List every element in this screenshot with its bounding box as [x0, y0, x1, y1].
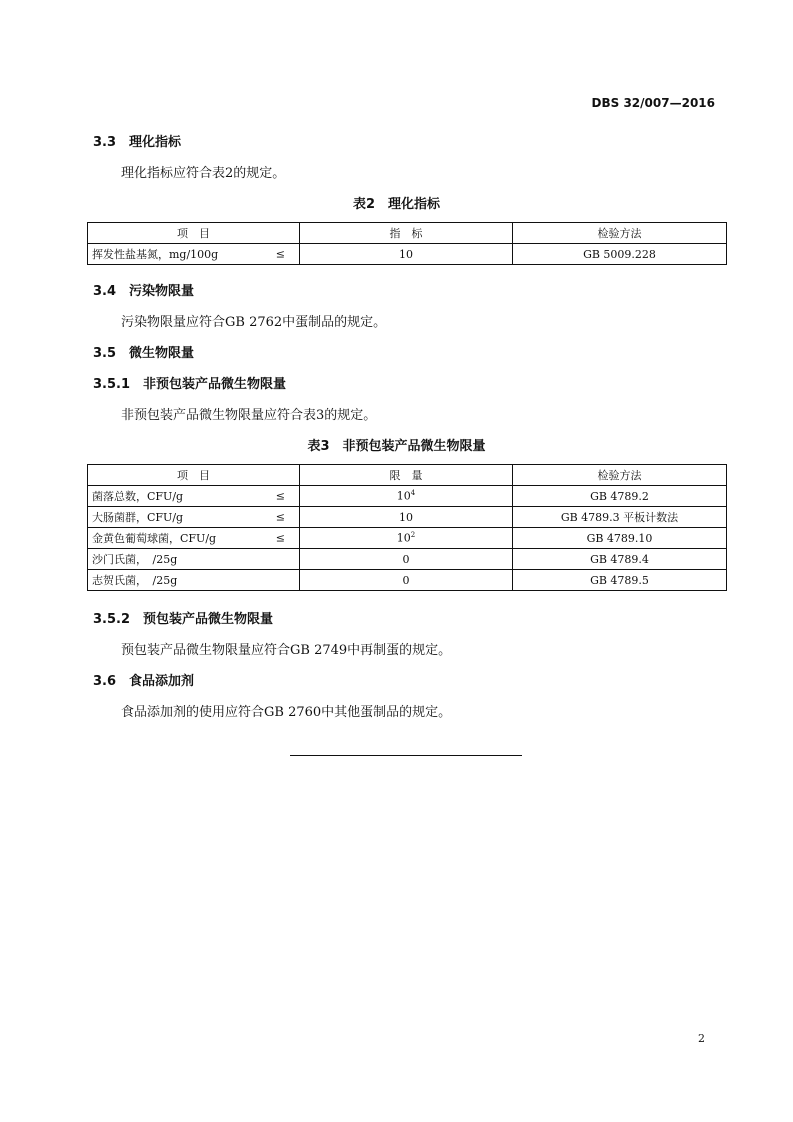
item-cell: [88, 570, 300, 591]
value-base: 10: [396, 531, 411, 545]
section-title: 污染物限量: [129, 284, 195, 299]
item-label: 挥发性盐基氮，mg/100g: [92, 248, 219, 261]
section-3-5-heading: [93, 342, 194, 361]
le-sign: ≤: [275, 247, 285, 261]
table-header-row: [88, 223, 727, 244]
table-row: [88, 570, 727, 591]
column-header: 指 标: [300, 223, 513, 244]
section-title: 非预包装产品微生物限量: [143, 377, 287, 392]
value-cell: 0: [300, 570, 513, 591]
item-label: 沙门氏菌， /25g: [92, 553, 178, 566]
item-cell: [88, 507, 300, 528]
document-code: DBS 32/007—2016: [591, 96, 715, 110]
section-3-4-text: 污染物限量应符合GB 2762中蛋制品的规定。: [121, 315, 387, 330]
section-title: 食品添加剂: [129, 674, 195, 689]
section-title: 理化指标: [129, 135, 182, 150]
value-exponent: 4: [410, 489, 416, 498]
table-row: [88, 549, 727, 570]
value-cell: 10: [300, 244, 513, 265]
value-cell: 10: [300, 507, 513, 528]
value-cell: 0: [300, 549, 513, 570]
item-cell: [88, 549, 300, 570]
method-cell: GB 4789.2: [513, 486, 727, 507]
table-row: [88, 244, 727, 265]
section-number: 3.3: [93, 135, 117, 150]
section-number: 3.5: [93, 346, 117, 361]
method-cell: GB 4789.10: [513, 528, 727, 549]
section-number: 3.5.1: [93, 377, 131, 392]
section-3-3-heading: [93, 131, 181, 150]
section-number: 3.5.2: [93, 612, 131, 627]
table3-caption: 表3 非预包装产品微生物限量: [307, 439, 486, 454]
table3: [87, 464, 727, 591]
section-3-5-2-text: 预包装产品微生物限量应符合GB 2749中再制蛋的规定。: [121, 643, 452, 658]
le-sign: ≤: [275, 531, 285, 545]
item-cell: [88, 528, 300, 549]
table-header-row: [88, 465, 727, 486]
le-sign: ≤: [275, 510, 285, 524]
item-cell: [88, 244, 300, 265]
item-label: 金黄色葡萄球菌，CFU/g: [92, 532, 217, 545]
item-cell: [88, 486, 300, 507]
value-cell: [300, 486, 513, 507]
end-rule: [290, 755, 522, 756]
item-label: 志贺氏菌， /25g: [92, 574, 178, 587]
section-3-5-1-text: 非预包装产品微生物限量应符合表3的规定。: [121, 408, 377, 423]
section-3-6-text: 食品添加剂的使用应符合GB 2760中其他蛋制品的规定。: [121, 705, 452, 720]
section-number: 3.4: [93, 284, 117, 299]
method-cell: GB 5009.228: [513, 244, 727, 265]
column-header: 项 目: [88, 465, 300, 486]
column-header: 限 量: [300, 465, 513, 486]
table2: [87, 222, 727, 265]
section-title: 微生物限量: [129, 346, 195, 361]
le-sign: ≤: [275, 489, 285, 503]
method-cell: GB 4789.4: [513, 549, 727, 570]
page-number: 2: [698, 1032, 705, 1045]
item-label: 菌落总数，CFU/g: [92, 490, 184, 503]
section-title: 预包装产品微生物限量: [143, 612, 274, 627]
section-number: 3.6: [93, 674, 117, 689]
section-3-5-1-heading: [93, 373, 286, 392]
method-cell: GB 4789.3 平板计数法: [513, 507, 727, 528]
value-cell: [300, 528, 513, 549]
table2-caption: 表2 理化指标: [352, 197, 441, 212]
value-exponent: 2: [410, 531, 416, 540]
column-header: 检验方法: [513, 465, 727, 486]
method-cell: GB 4789.5: [513, 570, 727, 591]
section-3-6-heading: [93, 670, 194, 689]
table-row: [88, 507, 727, 528]
column-header: 项 目: [88, 223, 300, 244]
value-base: 10: [396, 489, 411, 503]
table-row: [88, 528, 727, 549]
item-label: 大肠菌群，CFU/g: [92, 511, 184, 524]
section-3-4-heading: [93, 280, 194, 299]
section-3-5-2-heading: [93, 608, 273, 627]
section-3-3-text: 理化指标应符合表2的规定。: [121, 166, 286, 181]
table-row: [88, 486, 727, 507]
column-header: 检验方法: [513, 223, 727, 244]
